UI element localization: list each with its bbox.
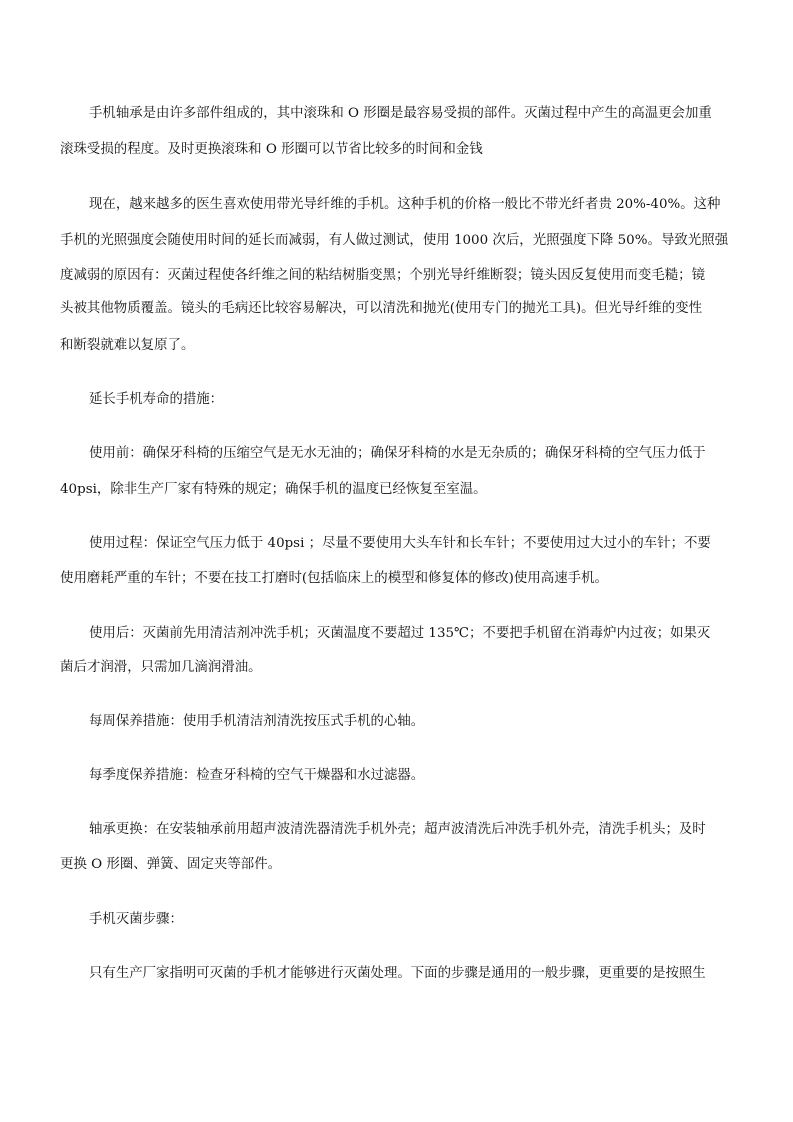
paragraph-weekly-maintenance: 每周保养措施：使用手机清洁剂清洗按压式手机的心轴。 xyxy=(89,714,425,729)
paragraph-2-line-5: 和断裂就难以复原了。 xyxy=(60,338,195,353)
paragraph-quarterly-maintenance: 每季度保养措施：检查牙科椅的空气干燥器和水过滤器。 xyxy=(89,768,425,783)
paragraph-bearing-replacement-line-2: 更换 O 形圈、弹簧、固定夹等部件。 xyxy=(60,857,282,872)
paragraph-2-line-2: 手机的光照强度会随使用时间的延长而减弱，有人做过测试，使用 1000 次后，光照强度下降 50%。导致光照强 xyxy=(60,233,729,248)
section-heading-measures: 延长手机寿命的措施： xyxy=(89,392,224,407)
paragraph-2-line-3: 度减弱的原因有：灭菌过程使各纤维之间的粘结树脂变黑；个别光导纤维断裂；镜头因反复使用而变毛糙；镜 xyxy=(60,268,706,283)
paragraph-after-use-line-2: 菌后才润滑，只需加几滴润滑油。 xyxy=(60,660,262,675)
paragraph-during-use-line-2: 使用磨耗严重的车针；不要在技工打磨时(包括临床上的模型和修复体的修改)使用高速手机。 xyxy=(60,571,608,586)
paragraph-sterilization-intro-line-1: 只有生产厂家指明可灭菌的手机才能够进行灭菌处理。下面的步骤是通用的一般步骤，更重要的是按照生 xyxy=(89,966,706,981)
paragraph-2-line-4: 头被其他物质覆盖。镜头的毛病还比较容易解决，可以清洗和抛光(使用专门的抛光工具)。但光导纤维的变性 xyxy=(60,301,703,316)
paragraph-before-use-line-1: 使用前：确保牙科椅的压缩空气是无水无油的；确保牙科椅的水是无杂质的；确保牙科椅的空气压力低于 xyxy=(89,446,706,461)
section-heading-sterilization-steps: 手机灭菌步骤： xyxy=(89,912,183,927)
paragraph-during-use-line-1: 使用过程：保证空气压力低于 40psi ；尽量不要使用大头车针和长车针；不要使用过大过小的车针；不要 xyxy=(89,536,711,551)
paragraph-1-line-1: 手机轴承是由许多部件组成的，其中滚珠和 O 形圈是最容易受损的部件。灭菌过程中产生的高温更会加重 xyxy=(89,106,712,121)
paragraph-1-line-2: 滚珠受损的程度。及时更换滚珠和 O 形圈可以节省比较多的时间和金钱 xyxy=(60,142,483,157)
paragraph-bearing-replacement-line-1: 轴承更换：在安装轴承前用超声波清洗器清洗手机外壳；超声波清洗后冲洗手机外壳，清洗手机头；及时 xyxy=(89,822,706,837)
paragraph-2-line-1: 现在，越来越多的医生喜欢使用带光导纤维的手机。这种手机的价格一般比不带光纤者贵 20%-40%。这种 xyxy=(89,197,721,212)
paragraph-after-use-line-1: 使用后：灭菌前先用清洁剂冲洗手机；灭菌温度不要超过 135℃；不要把手机留在消毒炉内过夜；如果灭 xyxy=(89,626,711,641)
paragraph-before-use-line-2: 40psi，除非生产厂家有特殊的规定；确保手机的温度已经恢复至室温。 xyxy=(60,482,487,497)
